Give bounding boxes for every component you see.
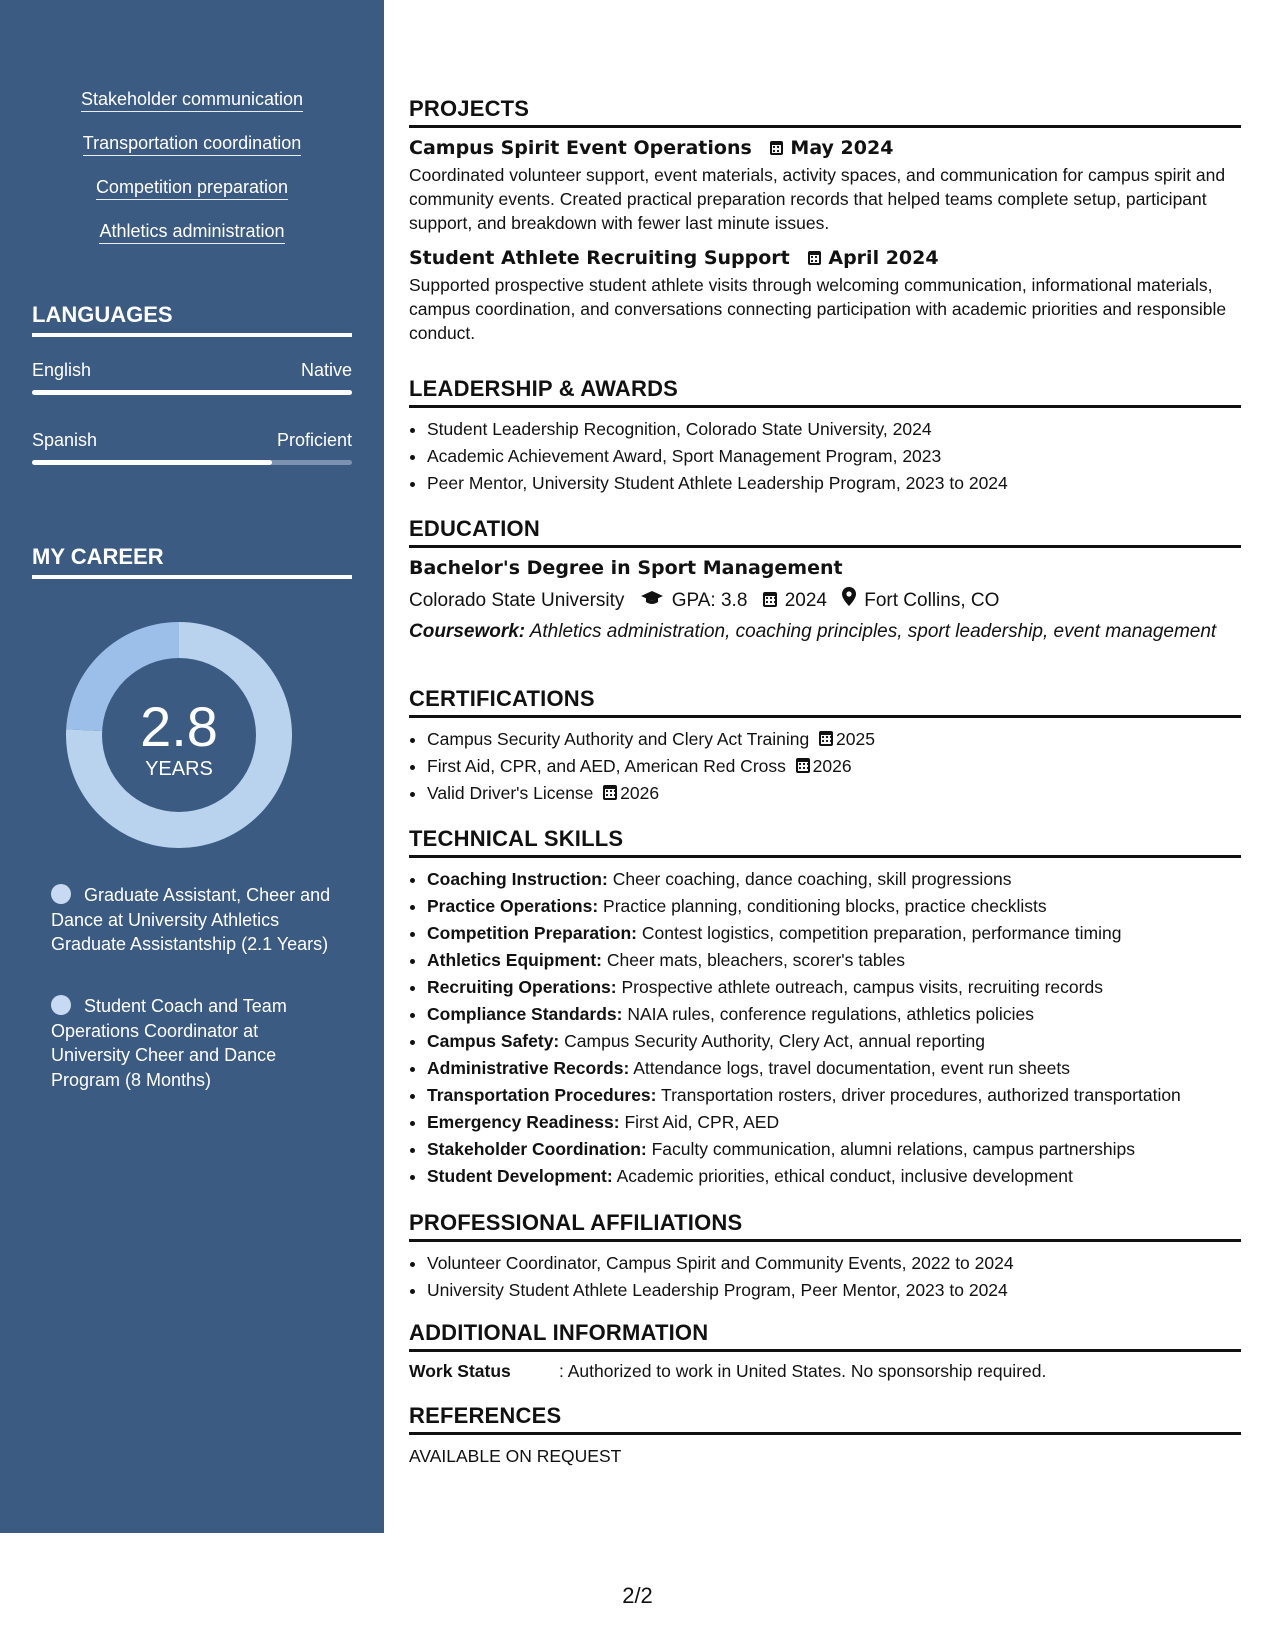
certifications-section: [409, 686, 1241, 807]
career-item: [51, 994, 341, 1092]
career-item-text: Student Coach and Team Operations Coordinator at University Cheer and Dance Program (8 Months): [51, 996, 287, 1090]
skill-link[interactable]: Competition preparation: [96, 176, 288, 200]
career-item: [51, 883, 341, 957]
skill-category: Recruiting Operations:: [427, 977, 617, 997]
project-date-text: May 2024: [790, 137, 894, 159]
skill-category: Competition Preparation:: [427, 923, 638, 943]
leadership-list: [409, 416, 1241, 497]
calendar-icon: [819, 731, 833, 746]
coursework: [409, 620, 1241, 644]
language-name: English: [32, 360, 92, 380]
technical-skill-item: [427, 920, 1241, 947]
skill-details: Contest logistics, competition preparation, performance timing: [641, 923, 1122, 943]
additional-info-section: [409, 1320, 1241, 1382]
list-item: • Peer Mentor, University Student Athlete Leadership Program, 2023 to 2024: [427, 470, 1241, 497]
section-title: ADDITIONAL INFORMATION: [409, 1320, 1241, 1352]
certification-item: [427, 726, 1241, 753]
technical-skill-item: [427, 1055, 1241, 1082]
language-level: Native: [300, 360, 352, 380]
technical-skill-item: [427, 893, 1241, 920]
section-title: CERTIFICATIONS: [409, 686, 1241, 718]
skill-category: Campus Safety:: [427, 1031, 560, 1051]
skill-category: Coaching Instruction:: [427, 869, 608, 889]
career-unit: YEARS: [145, 758, 213, 780]
degree-title: Bachelor's Degree in Sport Management: [409, 557, 843, 579]
skill-category: Compliance Standards:: [427, 1004, 623, 1024]
skill-details: First Aid, CPR, AED: [624, 1112, 780, 1132]
calendar-icon: [770, 141, 783, 155]
language-bar-fill: [32, 460, 272, 465]
technical-skill-item: [427, 1001, 1241, 1028]
skill-details: Attendance logs, travel documentation, event run sheets: [633, 1058, 1070, 1078]
skill-details: Campus Security Authority, Clery Act, annual reporting: [564, 1031, 985, 1051]
language-name: Spanish: [32, 430, 98, 450]
certification-year: 2026: [620, 783, 660, 803]
skill-category: Administrative Records:: [427, 1058, 630, 1078]
languages-heading: LANGUAGES: [32, 302, 352, 337]
language-bar: [32, 390, 352, 395]
skill-link[interactable]: Transportation coordination: [83, 132, 301, 156]
work-status-value: : Authorized to work in United States. No sponsorship required.: [559, 1361, 1047, 1381]
project-name: Student Athlete Recruiting Support: [409, 247, 790, 269]
project-title: [409, 137, 1241, 159]
affiliations-section: [409, 1210, 1241, 1304]
skill-details: Prospective athlete outreach, campus visits, recruiting records: [621, 977, 1103, 997]
coursework-text: Athletics administration, coaching principles, sport leadership, event management: [529, 621, 1217, 642]
project-date-text: April 2024: [828, 247, 939, 269]
calendar-icon: [796, 758, 810, 773]
certification-item: [427, 753, 1241, 780]
technical-skills-list: [409, 866, 1241, 1190]
skill-details: Cheer coaching, dance coaching, skill progressions: [612, 869, 1012, 889]
section-title: EDUCATION: [409, 516, 1241, 548]
language-row: [32, 430, 352, 451]
work-status-label: Work Status: [409, 1361, 511, 1381]
certifications-list: [409, 726, 1241, 807]
career-item-text: Graduate Assistant, Cheer and Dance at University Athletics Graduate Assistantship (2.1 Years): [51, 885, 331, 954]
technical-skill-item: [427, 1163, 1241, 1190]
list-item: • Volunteer Coordinator, Campus Spirit and Community Events, 2022 to 2024: [427, 1250, 1241, 1277]
language-bar: [32, 460, 352, 465]
education-section: [409, 516, 1241, 644]
language-level: Proficient: [276, 430, 352, 450]
skill-details: Cheer mats, bleachers, scorer's tables: [606, 950, 905, 970]
list-item: • Student Leadership Recognition, Colorado State University, 2024: [427, 416, 1241, 443]
section-title: PROJECTS: [409, 96, 1241, 128]
calendar-icon: [763, 589, 777, 613]
coursework-label: Coursework:: [409, 621, 526, 642]
work-status: [409, 1361, 1241, 1382]
list-item: • Academic Achievement Award, Sport Management Program, 2023: [427, 443, 1241, 470]
location: Fort Collins, CO: [864, 590, 1000, 611]
certification-name: First Aid, CPR, and AED, American Red Cross: [427, 756, 786, 776]
certification-name: Valid Driver's License: [427, 783, 594, 803]
career-donut-chart: [66, 622, 292, 848]
certification-year: 2026: [812, 756, 852, 776]
references-text: AVAILABLE ON REQUEST: [409, 1446, 622, 1466]
skill-details: Practice planning, conditioning blocks, practice checklists: [603, 896, 1047, 916]
project-title: [409, 247, 1241, 269]
project-description: Supported prospective student athlete visits through welcoming communication, informational materials, campus coordination, and conversations connecting participation with academic priorities and responsible conduct.: [409, 275, 1227, 343]
graduation-cap-icon: [640, 589, 664, 613]
technical-skill-item: [427, 1028, 1241, 1055]
project-description: Coordinated volunteer support, event materials, activity spaces, and communication for campus spirit and community events. Created practical preparation records that helped teams complete setup, participant support, and breakdown with fewer last minute issues.: [409, 165, 1226, 233]
language-bar-fill: [32, 390, 352, 395]
affiliations-list: [409, 1250, 1241, 1304]
location-pin-icon: [842, 587, 856, 613]
project-date: [808, 247, 938, 269]
sidebar: [0, 0, 384, 1533]
technical-skill-item: [427, 947, 1241, 974]
section-title: REFERENCES: [409, 1403, 1241, 1435]
leadership-section: [409, 376, 1241, 497]
skill-category: Student Development:: [427, 1166, 613, 1186]
project-name: Campus Spirit Event Operations: [409, 137, 752, 159]
page-number: 2/2: [622, 1583, 653, 1608]
technical-skill-item: [427, 1109, 1241, 1136]
references-section: [409, 1403, 1241, 1467]
list-item: • University Student Athlete Leadership Program, Peer Mentor, 2023 to 2024: [427, 1277, 1241, 1304]
skill-category: Practice Operations:: [427, 896, 599, 916]
skill-category: Transportation Procedures:: [427, 1085, 657, 1105]
skill-links: [0, 88, 384, 264]
certification-name: Campus Security Authority and Clery Act Training: [427, 729, 810, 749]
graduation-year: 2024: [784, 590, 827, 611]
technical-skill-item: [427, 1136, 1241, 1163]
certification-item: [427, 780, 1241, 807]
skill-details: NAIA rules, conference regulations, athletics policies: [627, 1004, 1034, 1024]
skill-details: Transportation rosters, driver procedures, authorized transportation: [661, 1085, 1181, 1105]
technical-skills-section: [409, 826, 1241, 1190]
school-name: Colorado State University: [409, 590, 625, 611]
career-legend-dot: [51, 884, 71, 904]
skill-details: Faculty communication, alumni relations, campus partnerships: [651, 1139, 1136, 1159]
calendar-icon: [808, 251, 821, 265]
language-row: [32, 360, 352, 381]
skill-link[interactable]: Stakeholder communication: [81, 88, 303, 112]
career-heading: MY CAREER: [32, 544, 352, 579]
gpa: GPA: 3.8: [671, 590, 748, 611]
certification-year: 2025: [836, 729, 875, 749]
section-title: LEADERSHIP & AWARDS: [409, 376, 1241, 408]
technical-skill-item: [427, 974, 1241, 1001]
projects-section: [409, 96, 1241, 345]
calendar-icon: [603, 785, 617, 800]
project-date: [770, 137, 893, 159]
education-details: [409, 587, 1241, 613]
skill-link[interactable]: Athletics administration: [99, 220, 284, 244]
career-legend-dot: [51, 995, 71, 1015]
technical-skill-item: [427, 1082, 1241, 1109]
section-title: TECHNICAL SKILLS: [409, 826, 1241, 858]
skill-details: Academic priorities, ethical conduct, inclusive development: [616, 1166, 1073, 1186]
skill-category: Emergency Readiness:: [427, 1112, 620, 1132]
career-total: 2.8: [140, 695, 218, 758]
section-title: PROFESSIONAL AFFILIATIONS: [409, 1210, 1241, 1242]
skill-category: Stakeholder Coordination:: [427, 1139, 647, 1159]
technical-skill-item: [427, 866, 1241, 893]
skill-category: Athletics Equipment:: [427, 950, 603, 970]
